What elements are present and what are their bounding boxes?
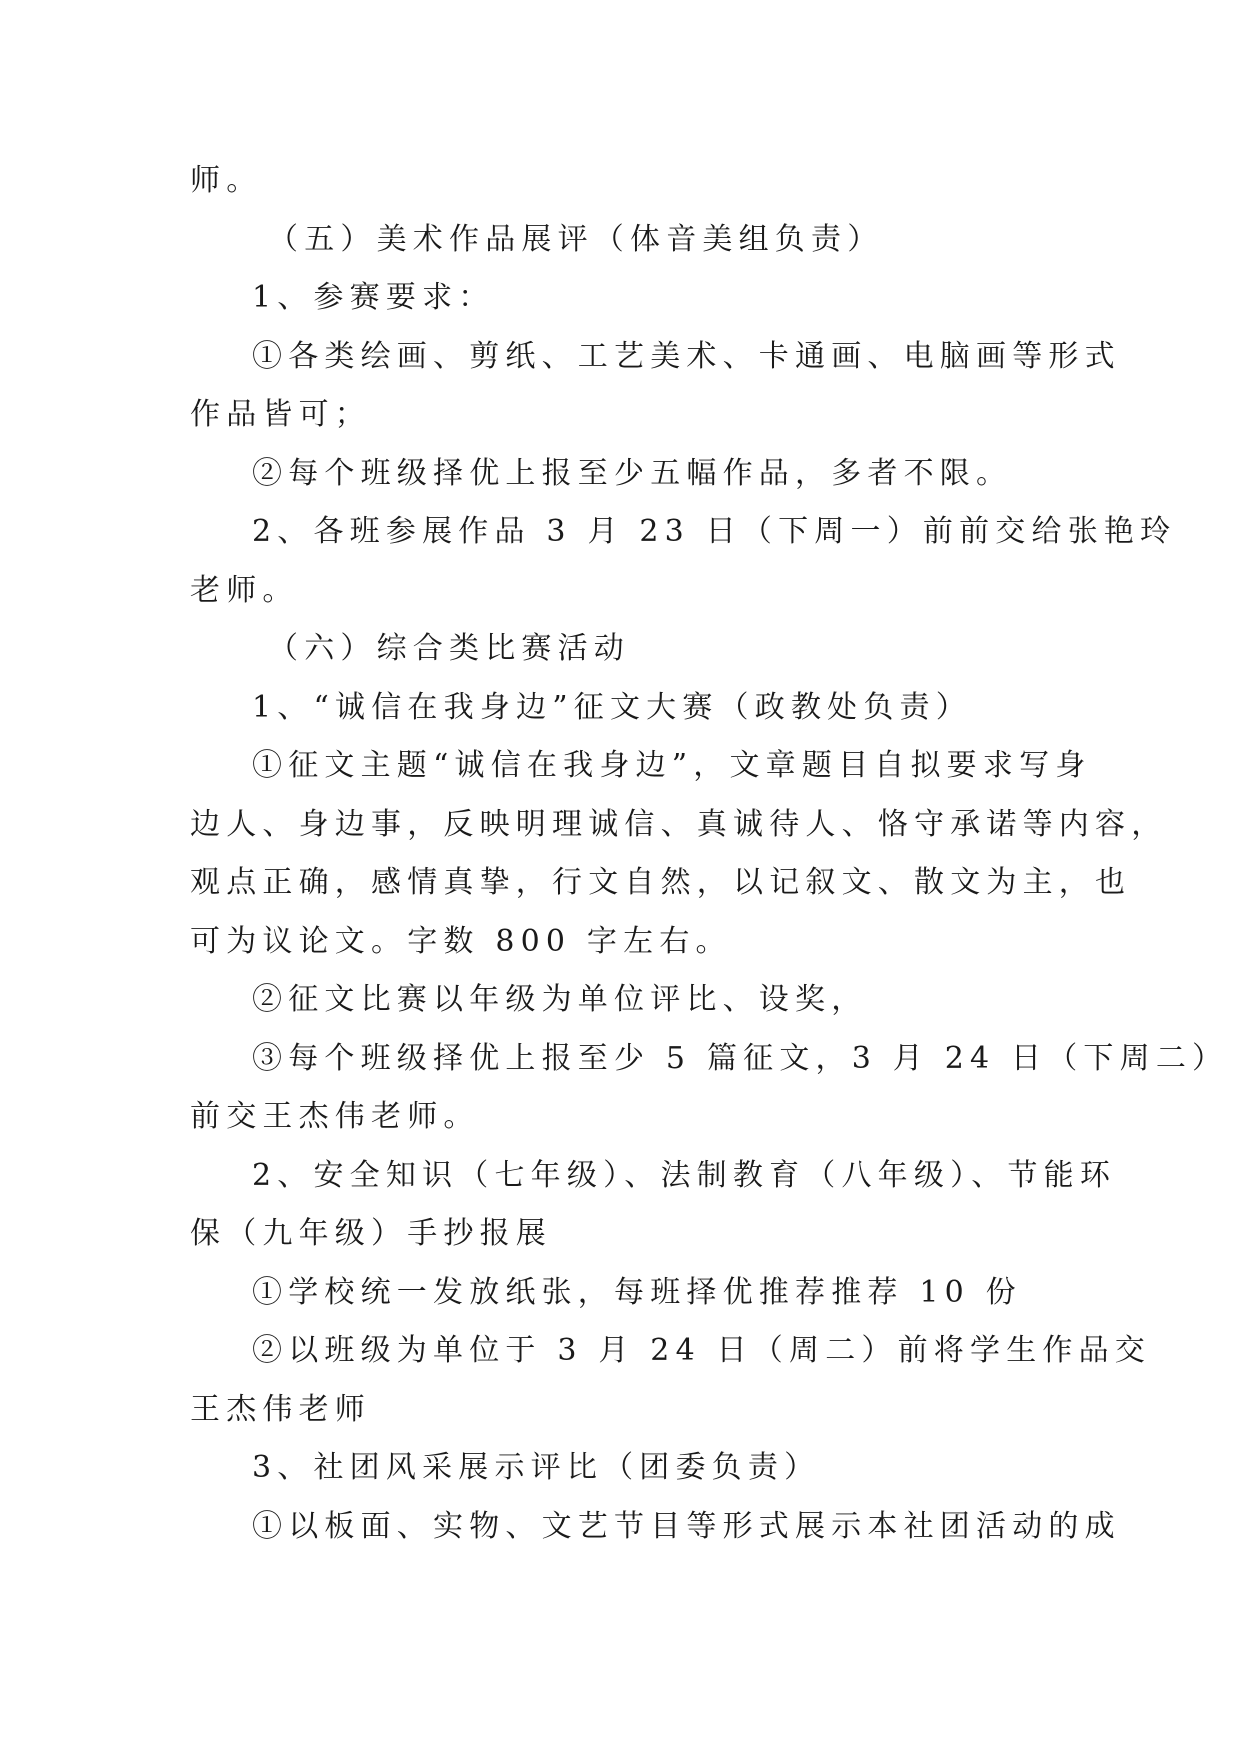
text-line: 作品皆可； — [190, 397, 371, 432]
section-heading-art-exhibition: （五）美术作品展评（体音美组负责） — [268, 221, 884, 257]
text-line: 2、安全知识（七年级）、法制教育（八年级）、节能环 — [252, 1157, 1117, 1193]
text-line: ①以板面、实物、文艺节目等形式展示本社团活动的成 — [252, 1508, 1121, 1544]
text-line: ②征文比赛以年级为单位评比、设奖， — [252, 982, 868, 1017]
text-line: 保（九年级）手抄报展 — [190, 1216, 552, 1251]
text-line: 1、参赛要求： — [252, 280, 495, 315]
text-line: ①各类绘画、剪纸、工艺美术、卡通画、电脑画等形式 — [252, 338, 1121, 374]
text-line: 2、各班参展作品 3 月 23 日（下周一）前前交给张艳玲 — [252, 514, 1177, 549]
text-line: 前交王杰伟老师。 — [190, 1099, 480, 1134]
text-line: ②每个班级择优上报至少五幅作品，多者不限。 — [252, 455, 1013, 491]
text-line: ②以班级为单位于 3 月 24 日（周二）前将学生作品交 — [252, 1333, 1152, 1368]
text-line: 观点正确，感情真挚，行文自然，以记叙文、散文为主，也 — [190, 865, 1132, 900]
text-line: 王杰伟老师 — [190, 1391, 371, 1427]
text-line: 边人、身边事，反映明理诚信、真诚待人、恪守承诺等内容， — [190, 806, 1168, 842]
text-line: 3、社团风采展示评比（团委负责） — [252, 1450, 821, 1485]
text-line: 1、“诚信在我身边”征文大赛（政教处负责） — [252, 689, 972, 725]
text-line: ①征文主题“诚信在我身边”，文章题目自拟要求写身 — [252, 748, 1092, 783]
text-line: 师。 — [190, 163, 263, 198]
text-line: 老师。 — [190, 572, 299, 608]
text-line: 可为议论文。字数 800 字左右。 — [190, 923, 732, 959]
section-heading-comprehensive-competition: （六）综合类比赛活动 — [268, 631, 630, 666]
text-line: ③每个班级择优上报至少 5 篇征文，3 月 24 日（下周二） — [252, 1040, 1229, 1076]
document-body — [190, 152, 1229, 1556]
text-line: ①学校统一发放纸张，每班择优推荐推荐 10 份 — [252, 1274, 1022, 1310]
